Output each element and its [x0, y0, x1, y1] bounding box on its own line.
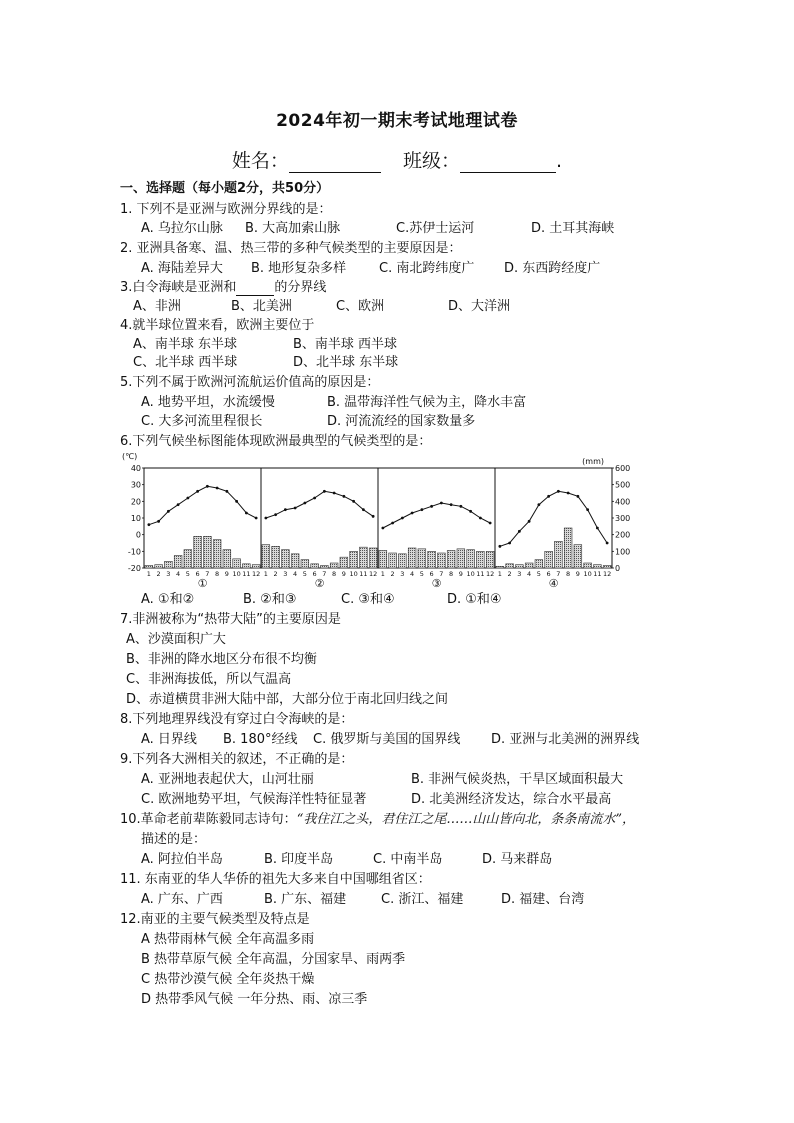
left-axis-unit: (℃): [122, 452, 138, 461]
temperature-point: [557, 490, 560, 493]
q1-option-d[interactable]: D. 土耳其海峡: [531, 221, 615, 236]
q9-option-d[interactable]: D. 北美洲经济发达，综合水平最高: [411, 792, 612, 807]
month-label: 5: [302, 570, 307, 578]
right-tick-label: 500: [615, 480, 631, 490]
q3-option-a[interactable]: A、非洲: [133, 299, 181, 314]
precip-bar: [379, 551, 387, 569]
climate-charts: [118, 450, 638, 592]
temperature-point: [206, 485, 209, 488]
q5-option-d[interactable]: D. 河流流经的国家数量多: [327, 414, 476, 429]
month-label: 10: [349, 570, 358, 578]
month-label: 8: [215, 570, 220, 578]
temperature-point: [498, 545, 501, 548]
precip-bar: [467, 550, 475, 568]
temperature-point: [274, 513, 277, 516]
left-tick-label: -20: [127, 564, 141, 573]
temperature-point: [177, 503, 180, 506]
month-label: 12: [251, 570, 261, 578]
temperature-point: [264, 517, 267, 520]
right-tick-label: 300: [615, 514, 631, 523]
q10-stem: 10.革命老前辈陈毅同志诗句：: [120, 812, 297, 827]
precip-bar: [223, 550, 231, 568]
precip-bar: [399, 554, 407, 568]
temperature-point: [430, 505, 433, 508]
temperature-point: [450, 503, 453, 506]
question-12: 12.南亚的主要气候类型及特点是: [120, 912, 310, 927]
precip-bar: [447, 551, 455, 569]
precip-bar: [438, 553, 446, 568]
temperature-point: [459, 505, 462, 508]
precip-bar: [408, 548, 416, 568]
temperature-point: [303, 502, 306, 505]
temperature-point: [547, 495, 550, 498]
class-label: 班级：: [403, 150, 461, 172]
precip-bar: [174, 556, 182, 569]
q2-option-b[interactable]: B. 地形复杂多样: [251, 261, 347, 276]
left-tick-label: -10: [127, 547, 141, 557]
precip-bar: [516, 565, 524, 568]
q7-option-b[interactable]: B、非洲的降水地区分布很不均衡: [126, 652, 317, 667]
right-tick-label: 600: [615, 464, 631, 473]
precip-bar: [311, 564, 319, 568]
month-label: 4: [176, 570, 181, 578]
precip-bar: [291, 554, 299, 568]
month-label: 4: [410, 570, 415, 578]
precip-bar: [204, 536, 212, 568]
precip-bar: [340, 557, 348, 568]
temperature-point: [362, 508, 365, 511]
right-tick-label: 200: [615, 530, 631, 540]
q8-option-b[interactable]: B. 180°经线: [223, 732, 298, 747]
temperature-point: [576, 495, 579, 498]
q10-option-a[interactable]: A. 阿拉伯半岛: [141, 852, 223, 867]
left-tick-label: 20: [130, 497, 141, 507]
precip-bar: [165, 561, 173, 568]
month-label: 5: [419, 570, 424, 578]
temperature-point: [528, 520, 531, 523]
temperature-point: [606, 542, 609, 545]
month-label: 12: [485, 570, 495, 578]
month-label: 2: [156, 570, 161, 578]
month-label: 12: [602, 570, 612, 578]
precip-bar: [194, 536, 202, 568]
question-11: 11. 东南亚的华人华侨的祖先大多来自中国哪组省区：: [120, 872, 431, 887]
precip-bar: [584, 563, 592, 568]
precip-bar: [457, 549, 465, 568]
month-label: 8: [449, 570, 454, 578]
question-5: 5.下列不属于欧洲河流航运价值高的原因是：: [120, 375, 380, 390]
q12-option-c[interactable]: C 热带沙漠气候 全年炎热干燥: [141, 972, 315, 987]
temperature-point: [596, 527, 599, 530]
q12-option-d[interactable]: D 热带季风气候 一年分热、雨、凉三季: [141, 992, 368, 1007]
precip-bar: [252, 565, 260, 568]
month-label: 8: [566, 570, 571, 578]
month-label: 4: [293, 570, 298, 578]
month-label: 12: [368, 570, 378, 578]
precip-bar: [350, 551, 358, 568]
q6-option-a[interactable]: A. ①和②: [141, 592, 195, 607]
question-7: 7.非洲被称为“热带大陆”的主要原因是: [120, 612, 341, 627]
month-label: 11: [359, 570, 368, 578]
month-label: 1: [146, 570, 151, 578]
precip-bar: [301, 560, 309, 568]
q7-option-d[interactable]: D、赤道横贯非洲大陆中部，大部分位于南北回归线之间: [126, 692, 449, 707]
precip-bar: [282, 550, 290, 568]
temperature-point: [245, 512, 248, 515]
month-label: 3: [517, 570, 522, 578]
exam-title: 2024年初一期末考试地理试卷: [276, 111, 518, 131]
q3-option-d[interactable]: D、大洋洲: [448, 299, 511, 314]
month-label: 6: [429, 570, 434, 578]
month-label: 9: [458, 570, 463, 578]
precip-bar: [555, 541, 563, 568]
right-tick-label: 400: [615, 497, 631, 507]
month-label: 5: [536, 570, 541, 578]
question-1: 1. 下列不是亚洲与欧洲分界线的是：: [120, 202, 332, 217]
precip-bar: [574, 545, 582, 568]
month-label: 9: [341, 570, 346, 578]
temperature-point: [167, 510, 170, 513]
temperature-point: [323, 490, 326, 493]
q10-option-b[interactable]: B. 印度半岛: [264, 852, 334, 867]
q9-option-a[interactable]: A. 亚洲地表起伏大，山河壮丽: [141, 772, 314, 787]
name-label: 姓名：: [231, 150, 289, 172]
month-label: 7: [205, 570, 210, 578]
precip-bar: [213, 540, 221, 568]
month-label: 1: [380, 570, 385, 578]
q6-option-c[interactable]: C. ③和④: [341, 592, 395, 607]
temperature-point: [391, 522, 394, 525]
month-label: 10: [583, 570, 592, 578]
temperature-point: [489, 522, 492, 525]
precip-bar: [428, 551, 436, 568]
q6-option-d[interactable]: D. ①和④: [447, 592, 502, 607]
q11-option-b[interactable]: B. 广东、福建: [264, 892, 347, 907]
precip-bar: [360, 547, 368, 568]
precip-bar: [243, 564, 251, 568]
precip-bar: [594, 565, 602, 568]
left-tick-label: 0: [135, 530, 141, 540]
section-heading: 一、选择题（每小题2分，共50分）: [120, 181, 330, 196]
question-8: 8.下列地理界线没有穿过白令海峡的是：: [120, 712, 354, 727]
month-label: 3: [400, 570, 405, 578]
precip-bar: [321, 566, 329, 569]
q2-option-c[interactable]: C. 南北跨纬度广: [379, 261, 475, 276]
q10-option-d[interactable]: D. 马来群岛: [482, 852, 553, 867]
precip-bar: [535, 560, 543, 568]
q5-option-a[interactable]: A. 地势平坦，水流缓慢: [141, 395, 275, 410]
temperature-line: [149, 486, 256, 524]
precip-bar: [418, 549, 426, 568]
precip-bar: [564, 528, 572, 568]
q1-option-c[interactable]: C.苏伊士运河: [396, 221, 475, 236]
temperature-point: [294, 507, 297, 510]
panel-label: ③: [431, 577, 442, 590]
temperature-point: [469, 510, 472, 513]
precip-bar: [506, 564, 514, 568]
left-tick-label: 40: [130, 464, 141, 473]
q4-option-d[interactable]: D、北半球 东半球: [293, 355, 399, 370]
name-blank[interactable]: [289, 152, 381, 173]
climate-panel-frame: [495, 468, 612, 568]
temperature-point: [186, 497, 189, 500]
month-label: 8: [332, 570, 337, 578]
q1-option-b[interactable]: B. 大高加索山脉: [245, 221, 341, 236]
q4-option-b[interactable]: B、南半球 西半球: [293, 337, 398, 352]
temperature-point: [342, 495, 345, 498]
temperature-point: [508, 542, 511, 545]
month-label: 3: [166, 570, 171, 578]
temperature-point: [372, 515, 375, 518]
month-label: 10: [466, 570, 475, 578]
q8-option-a[interactable]: A. 日界线: [141, 732, 197, 747]
q4-option-c[interactable]: C、北半球 西半球: [133, 355, 238, 370]
temperature-point: [401, 517, 404, 520]
right-tick-label: 0: [615, 564, 621, 573]
temperature-line: [266, 491, 373, 518]
temperature-point: [157, 520, 160, 523]
month-label: 6: [312, 570, 317, 578]
q3-blank[interactable]: [236, 281, 274, 296]
temperature-point: [235, 500, 238, 503]
month-label: 6: [195, 570, 200, 578]
month-label: 1: [497, 570, 502, 578]
temperature-point: [420, 508, 423, 511]
precip-bar: [525, 563, 533, 568]
month-label: 4: [527, 570, 532, 578]
precip-bar: [486, 551, 494, 568]
month-label: 2: [507, 570, 512, 578]
precip-bar: [496, 566, 504, 568]
temperature-line: [383, 503, 490, 528]
q1-option-a[interactable]: A. 乌拉尔山脉: [141, 221, 223, 236]
student-info-line: [0, 146, 794, 173]
q9-option-b[interactable]: B. 非洲气候炎热，干旱区域面积最大: [411, 772, 624, 787]
month-label: 7: [556, 570, 561, 578]
month-label: 11: [242, 570, 251, 578]
q11-option-c[interactable]: C. 浙江、福建: [381, 892, 464, 907]
precip-bar: [145, 566, 153, 569]
temperature-point: [411, 512, 414, 515]
month-label: 9: [224, 570, 229, 578]
temperature-point: [196, 490, 199, 493]
q9-option-c[interactable]: C. 欧洲地势平坦，气候海洋性特征显著: [141, 792, 367, 807]
panel-label: ④: [548, 577, 559, 590]
question-4: 4.就半球位置来看，欧洲主要位于: [120, 318, 315, 333]
left-tick-label: 30: [130, 480, 141, 490]
q5-option-b[interactable]: B. 温带海洋性气候为主，降水丰富: [327, 395, 527, 410]
temperature-point: [216, 487, 219, 490]
precip-bar: [155, 565, 163, 568]
panel-label: ①: [197, 577, 208, 590]
temperature-point: [352, 500, 355, 503]
month-label: 10: [232, 570, 241, 578]
temperature-line: [500, 491, 607, 546]
q12-option-b[interactable]: B 热带草原气候 全年高温，分国家旱、雨两季: [141, 952, 406, 967]
climate-charts-svg: [118, 450, 638, 592]
question-2: 2. 亚洲具备寒、温、热三带的多种气候类型的主要原因是：: [120, 241, 462, 256]
temperature-point: [313, 497, 316, 500]
precip-bar: [603, 566, 611, 569]
temperature-point: [518, 530, 521, 533]
temperature-point: [284, 508, 287, 511]
month-label: 7: [322, 570, 327, 578]
month-label: 9: [575, 570, 580, 578]
class-end: .: [556, 150, 563, 172]
question-10: [120, 812, 635, 828]
temperature-point: [440, 502, 443, 505]
month-label: 11: [476, 570, 485, 578]
month-label: 7: [439, 570, 444, 578]
temperature-point: [586, 508, 589, 511]
month-label: 3: [283, 570, 288, 578]
precip-bar: [233, 559, 241, 568]
q3-option-c[interactable]: C、欧洲: [336, 299, 385, 314]
precip-bar: [330, 563, 338, 568]
right-tick-label: 100: [615, 547, 631, 557]
month-label: 11: [593, 570, 602, 578]
q8-option-d[interactable]: D. 亚洲与北美洲的洲界线: [491, 732, 640, 747]
q2-option-d[interactable]: D. 东西跨经度广: [504, 261, 601, 276]
q2-option-a[interactable]: A. 海陆差异大: [141, 261, 223, 276]
precip-bar: [272, 546, 280, 568]
month-label: 1: [263, 570, 268, 578]
q6-option-b[interactable]: B. ②和③: [243, 592, 297, 607]
precip-bar: [389, 553, 397, 568]
q3-option-b[interactable]: B、北美洲: [231, 299, 292, 314]
precip-bar: [184, 550, 192, 568]
temperature-point: [479, 517, 482, 520]
precip-bar: [262, 545, 270, 568]
month-label: 2: [390, 570, 395, 578]
precip-bar: [477, 551, 485, 568]
right-axis-unit: (mm): [582, 457, 604, 466]
class-blank[interactable]: [460, 152, 556, 173]
q12-option-a[interactable]: A 热带雨林气候 全年高温多雨: [141, 932, 315, 947]
month-label: 5: [185, 570, 190, 578]
panel-label: ②: [314, 577, 325, 590]
q7-option-a[interactable]: A、沙漠面积广大: [126, 632, 226, 647]
question-9: 9.下列各大洲相关的叙述，不正确的是：: [120, 752, 354, 767]
temperature-point: [255, 517, 258, 520]
q11-option-a[interactable]: A. 广东、广西: [141, 892, 223, 907]
q7-option-c[interactable]: C、非洲海拔低，所以气温高: [126, 672, 292, 687]
q4-option-a[interactable]: A、南半球 东半球: [133, 337, 238, 352]
q10-option-c[interactable]: C. 中南半岛: [373, 852, 443, 867]
q5-option-c[interactable]: C. 大多河流里程很长: [141, 414, 263, 429]
question-6: 6.下列气候坐标图能体现欧洲最典型的气候类型的是：: [120, 434, 432, 449]
precip-bar: [369, 548, 377, 568]
q10-stem-2: 描述的是：: [141, 832, 207, 847]
q8-option-c[interactable]: C. 俄罗斯与美国的国界线: [313, 732, 461, 747]
temperature-point: [537, 503, 540, 506]
q11-option-d[interactable]: D. 福建、台湾: [501, 892, 585, 907]
temperature-point: [225, 490, 228, 493]
month-label: 2: [273, 570, 278, 578]
temperature-point: [381, 527, 384, 530]
q3-stem-b: 的分界线: [274, 280, 327, 295]
q10-poem: “我住江之头，君住江之尾……山山皆向北，条条南流水”，: [296, 812, 635, 827]
precip-bar: [545, 551, 553, 568]
question-3: [120, 280, 326, 296]
temperature-point: [147, 523, 150, 526]
temperature-point: [567, 492, 570, 495]
month-label: 6: [546, 570, 551, 578]
q3-stem-a: 3.白令海峡是亚洲和: [120, 280, 237, 295]
temperature-point: [333, 492, 336, 495]
left-tick-label: 10: [130, 514, 141, 523]
